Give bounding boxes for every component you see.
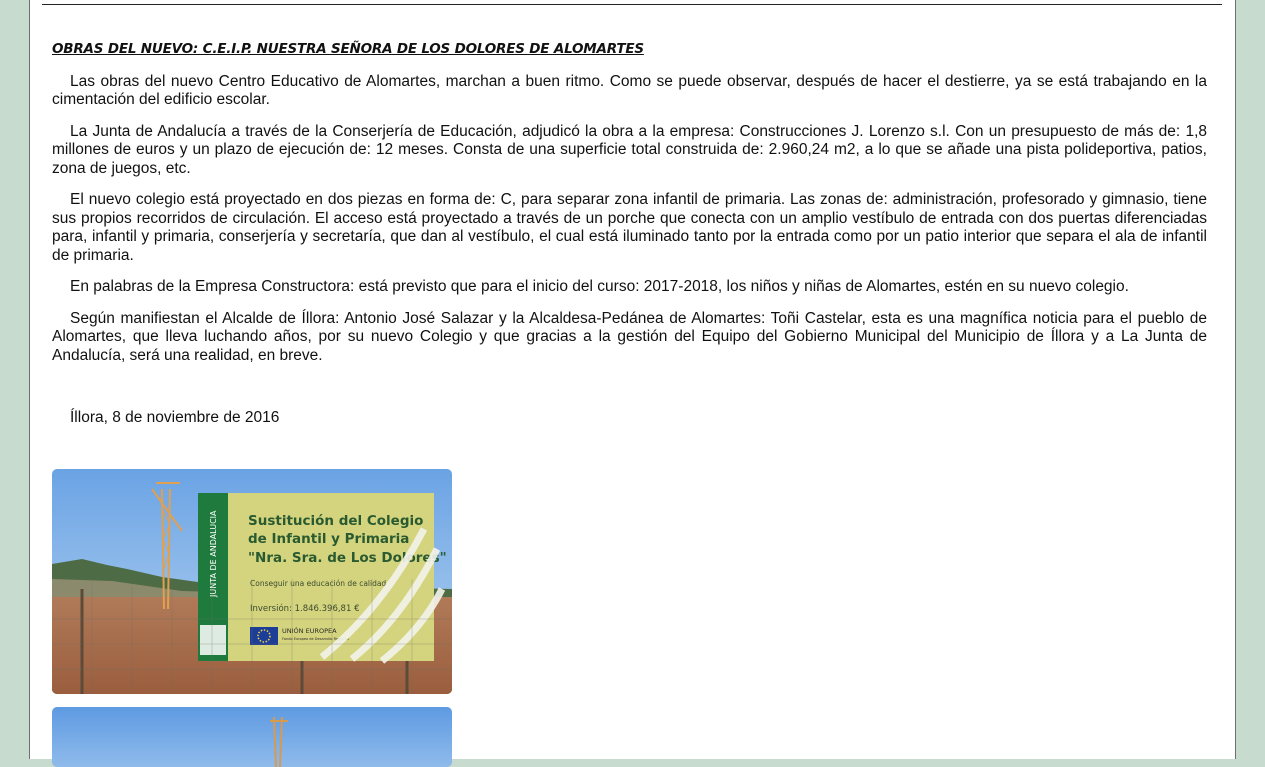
article	[52, 40, 1207, 428]
construction-photo[interactable]	[52, 469, 452, 694]
sign-title-3: "Nra. Sra. de Los Dolores"	[248, 550, 447, 566]
eu-flag-icon	[250, 627, 278, 645]
sign-slogan: Conseguir una educación de calidad	[250, 579, 387, 588]
article-paragraph: Las obras del nuevo Centro Educativo de Alomartes, marchan a buen ritmo. Como se puede observar, después de hacer el destierre, ya se está trabajando en la cimentación del edificio escolar.	[52, 72, 1207, 108]
sign-title-2: de Infantil y Primaria	[248, 531, 410, 547]
sign-side-text: JUNTA DE ANDALUCIA	[209, 510, 218, 597]
construction-photo-2[interactable]	[52, 707, 452, 767]
article-headline: OBRAS DEL NUEVO: C.E.I.P. NUESTRA SEÑORA DE LOS DOLORES DE ALOMARTES	[52, 41, 644, 57]
article-date: Íllora, 8 de noviembre de 2016	[70, 409, 280, 426]
article-paragraph: Según manifiestan el Alcalde de Íllora: Antonio José Salazar y la Alcaldesa-Pedánea de Alomartes: Toñi Castelar, esta es una magnífica noticia para el pueblo de Alomartes, que lleva luchando años, por su nuevo Colegio y que gracias a la gestión del Equipo del Gobierno Municipal del Municipio de Íllora y a La Junta de Andalucía, será una realidad, en breve.	[52, 309, 1207, 364]
article-paragraph: En palabras de la Empresa Constructora: está previsto que para el inicio del curso: 2017-2018, los niños y niñas de Alomartes, estén en su nuevo colegio.	[70, 278, 1129, 295]
sign-investment: Inversión: 1.846.396,81 €	[250, 604, 360, 614]
sign-eu-sub: Fondo Europeo de Desarrollo Regional	[282, 637, 349, 641]
top-divider	[42, 4, 1222, 5]
article-paragraph: La Junta de Andalucía a través de la Conserjería de Educación, adjudicó la obra a la empresa: Construcciones J. Lorenzo s.l. Con un presupuesto de más de: 1,8 millones de euros y un plazo de ejecución de: 12 meses. Consta de una superficie total construida de: 2.960,24 m2, a lo que se añade una pista polideportiva, patios, zona de juegos, etc.	[52, 122, 1207, 177]
sign-eu-label: UNIÓN EUROPEA	[282, 627, 337, 635]
sign-title-1: Sustitución del Colegio	[248, 513, 424, 529]
article-paragraph: El nuevo colegio está proyectado en dos piezas en forma de: C, para separar zona infantil de primaria. Las zonas de: administración, profesorado y gimnasio, tiene sus propios recorridos de circulación. El acceso está proyectado a través de un porche que conecta con un amplio vestíbulo de entrada con dos puertas diferenciadas para, infantil y primaria, conserjería y secretaría, que dan al vestíbulo, el cual está iluminado tanto por la entrada como por un patio interior que separa el ala de infantil de primaria.	[52, 191, 1207, 264]
